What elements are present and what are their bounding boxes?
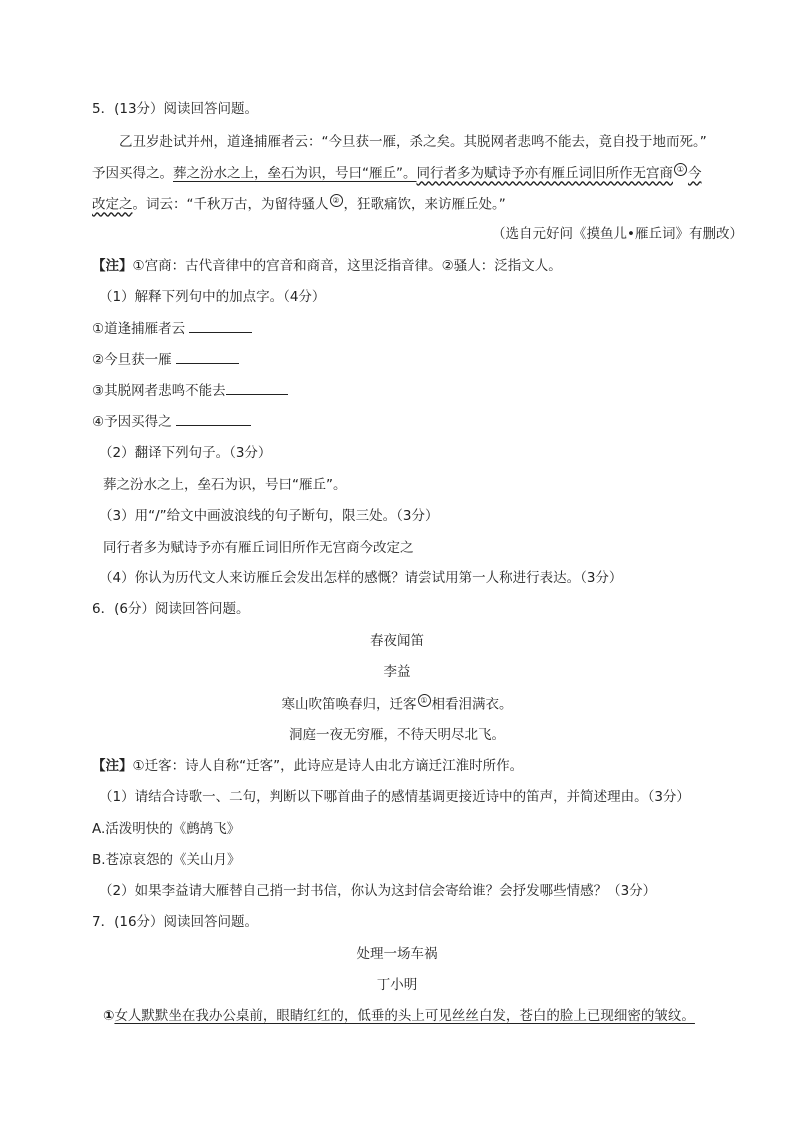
q6-option-b: B.苍凉哀怨的《关山月》 xyxy=(92,852,241,868)
q7-story-title: 处理一场车祸 xyxy=(356,946,438,962)
note-marker-1: ① xyxy=(674,163,687,176)
q5-sub2: （2）翻译下列句子。（3分） xyxy=(99,445,272,461)
q5-sub3: （3）用“/”给文中画波浪线的句子断句，限三处。（3分） xyxy=(99,508,439,524)
q5-sub3-sentence: 同行者多为赋诗予亦有雁丘词旧所作无宫商今改定之 xyxy=(103,540,414,556)
q5-item-4 xyxy=(92,413,251,431)
q6-note-text: ①迁客：诗人自称“迁客”，此诗应是诗人由北方谪迁江淮时所作。 xyxy=(132,758,524,774)
q7-heading: 7．(16分）阅读回答问题。 xyxy=(92,914,259,930)
q7-paragraph-1 xyxy=(103,1007,695,1025)
q5-note xyxy=(92,257,562,275)
q5-note-text: ①宫商：古代音律中的宫音和商音，这里泛指音律。②骚人：泛指文人。 xyxy=(132,258,562,274)
q5-wavy-sentence-end: 改定之 xyxy=(92,196,133,213)
q5-note-label: 【注】 xyxy=(92,258,133,274)
q5-item-1 xyxy=(92,320,252,338)
q6-poem-line-2: 洞庭一夜无穷雁，不待天明尽北飞。 xyxy=(289,727,505,743)
paragraph-number: ① xyxy=(103,1008,115,1024)
q7-story-author: 丁小明 xyxy=(376,977,418,993)
q5-item-3-text: ③其脱网者悲鸣不能去 xyxy=(92,383,226,399)
q5-item-1-text: ①道逢捕雁者云 xyxy=(92,321,190,337)
q6-sub2: （2）如果李益请大雁替自己捎一封书信，你认为这封信会寄给谁？会抒发哪些情感？（3分） xyxy=(99,883,657,899)
answer-blank-2[interactable] xyxy=(176,351,239,364)
q6-poem-line-1-b: 相看泪满衣。 xyxy=(431,696,513,713)
answer-blank-3[interactable] xyxy=(226,382,288,395)
q5-passage-line-1: 乙丑岁赴试并州，道逢捕雁者云：“今旦获一雁，杀之矣。其脱网者悲鸣不能去，竟自投于地而死。” xyxy=(119,134,707,150)
note-marker-1: ① xyxy=(418,694,431,707)
q6-poem-author: 李益 xyxy=(383,664,411,680)
q5-ci-text-cont: ，狂歌痛饮，来访雁丘处。” xyxy=(343,196,506,213)
q6-note xyxy=(92,757,523,775)
q5-passage-line-2 xyxy=(92,163,702,183)
q5-wavy-sentence: 同行者多为赋诗予亦有雁丘词旧所作无宫商 xyxy=(416,165,673,182)
q5-sub2-sentence: 葬之汾水之上，垒石为识，号曰“雁丘”。 xyxy=(103,477,347,493)
note-marker-2: ② xyxy=(330,194,343,207)
q5-underlined-sentence: 葬之汾水之上，垒石为识，号曰“雁丘”。 xyxy=(173,165,417,182)
q6-heading: 6．(6分）阅读回答问题。 xyxy=(92,601,250,617)
q7-underlined-sentence: 女人默默坐在我办公桌前，眼睛红红的，低垂的头上可见丝丝白发，苍白的脸上已现细密的皱纹。 xyxy=(114,1008,695,1024)
q5-passage-text: 予因买得之。 xyxy=(92,165,173,182)
answer-blank-1[interactable] xyxy=(189,320,252,333)
q5-heading: 5．(13分）阅读回答问题。 xyxy=(92,101,259,117)
q5-sub4: （4）你认为历代文人来访雁丘会发出怎样的感慨？请尝试用第一人称进行表达。（3分） xyxy=(99,570,623,586)
answer-blank-4[interactable] xyxy=(176,413,251,426)
q5-ci-text: 。词云：“千秋万古，为留待骚人 xyxy=(132,196,329,213)
q5-wavy-sentence-cont: 今 xyxy=(688,165,702,182)
q5-item-4-text: ④予因买得之 xyxy=(92,414,176,430)
q5-passage-line-3 xyxy=(92,194,506,214)
q5-sub1: （1）解释下列句中的加点字。（4分） xyxy=(99,289,326,305)
q6-note-label: 【注】 xyxy=(92,758,133,774)
q5-item-2 xyxy=(92,351,239,369)
q6-sub1: （1）请结合诗歌一、二句，判断以下哪首曲子的感情基调更接近诗中的笛声，并简述理由。（3分） xyxy=(99,789,690,805)
q5-item-3 xyxy=(92,382,288,400)
q6-poem-title: 春夜闻笛 xyxy=(370,633,424,649)
q5-source: （选自元好问《摸鱼儿•雁丘词》有删改） xyxy=(492,226,743,242)
q5-item-2-text: ②今旦获一雁 xyxy=(92,352,176,368)
q6-poem-line-1 xyxy=(0,694,794,714)
q6-option-a: A.活泼明快的《鹧鸪飞》 xyxy=(92,821,241,837)
q6-poem-line-1-a: 寒山吹笛唤春归，迁客 xyxy=(281,696,417,713)
